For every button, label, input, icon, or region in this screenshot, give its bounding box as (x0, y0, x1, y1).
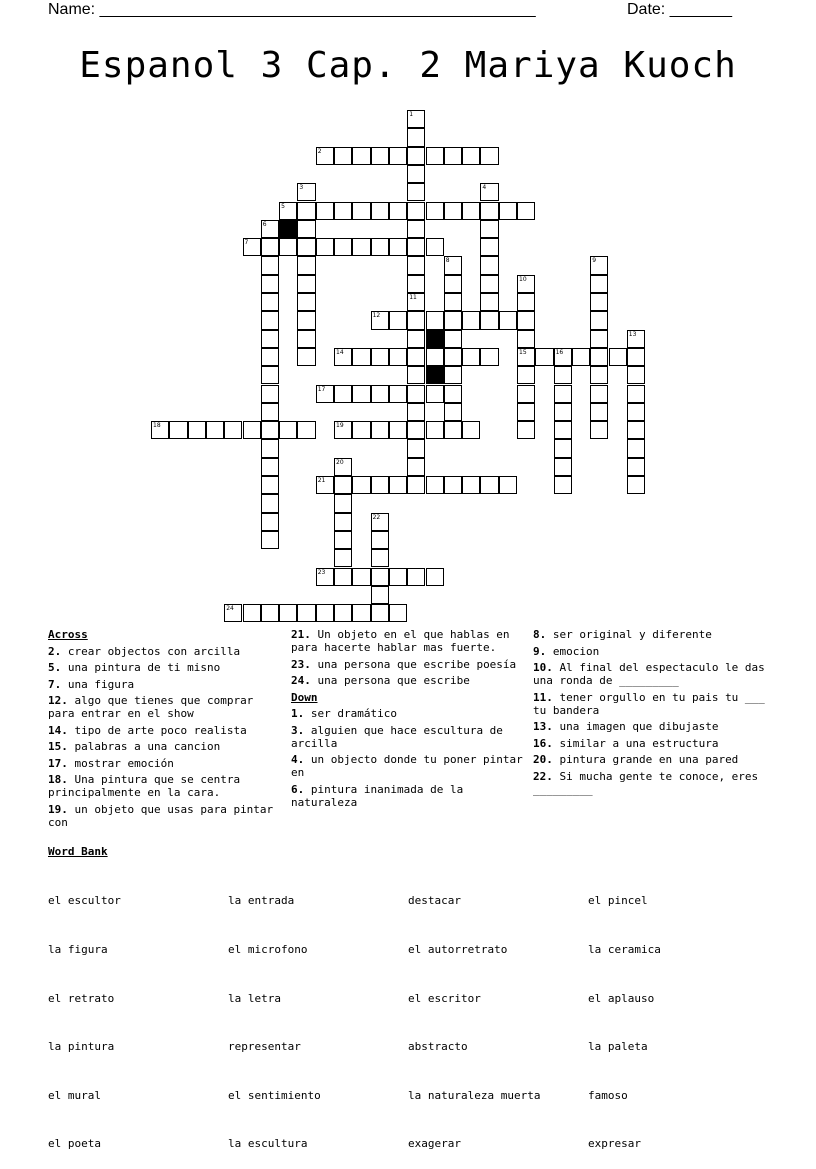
grid-cell[interactable] (426, 238, 444, 256)
grid-cell[interactable] (590, 275, 608, 293)
grid-cell[interactable] (297, 220, 315, 238)
grid-cell[interactable] (297, 293, 315, 311)
grid-cell[interactable] (554, 439, 572, 457)
grid-cell[interactable] (371, 202, 389, 220)
word-bank-heading: Word Bank (48, 845, 108, 858)
clue-number: 13 (628, 330, 637, 338)
clue-across-23: 23. una persona que escribe poesía (291, 657, 517, 671)
grid-cell[interactable] (480, 256, 498, 274)
grid-cell[interactable] (371, 421, 389, 439)
clue-down-11: 11. tener orgullo en tu pais tu ___ tu bandera (533, 690, 765, 717)
grid-cell[interactable] (371, 238, 389, 256)
grid-cell[interactable] (627, 330, 645, 348)
grid-cell[interactable] (371, 586, 389, 604)
grid-cell[interactable] (426, 421, 444, 439)
clue-number: 4 (482, 184, 487, 192)
page-title: Espanol 3 Cap. 2 Mariya Kuoch (79, 45, 737, 86)
grid-cell[interactable] (371, 549, 389, 567)
grid-cell[interactable] (261, 385, 279, 403)
word: la paleta (588, 1040, 648, 1054)
word: destacar (408, 894, 461, 908)
across-heading: Across (48, 628, 88, 641)
grid-cell[interactable] (480, 183, 498, 201)
grid-cell[interactable] (371, 147, 389, 165)
grid-cell[interactable] (297, 348, 315, 366)
grid-cell[interactable] (517, 421, 535, 439)
clue-down-6: 6. pintura inanimada de la naturaleza (291, 782, 464, 809)
grid-cell[interactable] (517, 202, 535, 220)
grid-cell[interactable] (444, 403, 462, 421)
grid-cell[interactable] (444, 366, 462, 384)
grid-cell[interactable] (279, 604, 297, 622)
grid-cell[interactable] (407, 366, 425, 384)
grid-cell[interactable] (389, 421, 407, 439)
grid-cell[interactable] (590, 293, 608, 311)
clue-number: 12 (372, 312, 381, 320)
grid-cell[interactable] (316, 476, 334, 494)
grid-cell[interactable] (279, 238, 297, 256)
grid-cell[interactable] (627, 458, 645, 476)
grid-cell[interactable] (261, 458, 279, 476)
clue-across-18: 18. Una pintura que se centra principalmente en la cara. (48, 773, 241, 799)
grid-cell[interactable] (169, 421, 187, 439)
clues-column-3 (533, 628, 765, 799)
clue-number: 17 (317, 385, 326, 393)
grid-cell[interactable] (480, 476, 498, 494)
clue-number: 2 (317, 147, 322, 155)
grid-cell[interactable] (554, 476, 572, 494)
grid-cell[interactable] (389, 238, 407, 256)
grid-cell[interactable] (371, 568, 389, 586)
date-label: Date: (627, 1, 670, 18)
grid-cell[interactable] (627, 439, 645, 457)
grid-cell[interactable] (426, 202, 444, 220)
clue-number: 8 (445, 257, 450, 265)
word: la escultura (228, 1137, 308, 1151)
grid-cell[interactable] (261, 476, 279, 494)
clue-number: 7 (244, 239, 249, 247)
grid-cell[interactable] (535, 348, 553, 366)
grid-cell[interactable] (243, 238, 261, 256)
grid-cell[interactable] (371, 348, 389, 366)
clue-number: 1 (409, 111, 414, 118)
grid-cell[interactable] (499, 202, 517, 220)
grid-cell[interactable] (297, 421, 315, 439)
grid-cell[interactable] (407, 311, 425, 329)
clue-across-14: 14. tipo de arte poco realista (48, 723, 247, 737)
grid-cell[interactable] (462, 348, 480, 366)
grid-cell[interactable] (407, 330, 425, 348)
grid-cell[interactable] (334, 147, 352, 165)
clue-number: 15 (519, 348, 527, 356)
grid-cell[interactable] (316, 568, 334, 586)
grid-cell[interactable] (407, 256, 425, 274)
grid-cell[interactable] (151, 421, 169, 439)
grid-cell[interactable] (499, 476, 517, 494)
grid-cell[interactable] (407, 476, 425, 494)
grid-cell[interactable] (243, 421, 261, 439)
grid-cell[interactable] (590, 348, 608, 366)
grid-cell[interactable] (627, 366, 645, 384)
grid-cell[interactable] (554, 403, 572, 421)
grid-cell[interactable] (462, 421, 480, 439)
clue-number: 3 (299, 184, 304, 192)
word: el retrato (48, 991, 115, 1005)
grid-cell[interactable] (627, 348, 645, 366)
grid-cell[interactable] (334, 458, 352, 476)
grid-cell[interactable] (517, 348, 535, 366)
clue-number: 24 (226, 605, 234, 613)
grid-cell[interactable] (316, 385, 334, 403)
clue-across-19: 19. un objeto que usas para pintar con (48, 802, 274, 829)
grid-cell[interactable] (316, 238, 334, 256)
grid-cell[interactable] (297, 238, 315, 256)
grid-cell[interactable] (426, 568, 444, 586)
grid-cell[interactable] (407, 183, 425, 201)
word: el pincel (588, 894, 648, 908)
word: exagerar (408, 1137, 461, 1151)
grid-cell[interactable] (407, 439, 425, 457)
clue-down-22: 22. Si mucha gente te conoce, eres _________ (533, 769, 759, 796)
grid-cell[interactable] (444, 385, 462, 403)
clue-down-16: 16. similar a una estructura (533, 736, 719, 750)
clue-number: 16 (555, 348, 564, 356)
grid-cell[interactable] (371, 531, 389, 549)
grid-cell[interactable] (334, 513, 352, 531)
grid-cell[interactable] (371, 604, 389, 622)
clue-down-3: 3. alguien que hace escultura de arcilla (291, 723, 503, 750)
clue-number: 19 (336, 422, 344, 430)
grid-cell[interactable] (480, 238, 498, 256)
grid-cell[interactable] (426, 476, 444, 494)
clue-down-10: 10. Al final del espectaculo le das una ronda de _________ (533, 661, 765, 687)
grid-cell[interactable] (371, 385, 389, 403)
word: la letra (228, 991, 281, 1005)
grid-cell[interactable] (517, 403, 535, 421)
clue-number: 22 (372, 513, 381, 521)
grid-cell[interactable] (462, 476, 480, 494)
grid-cell[interactable] (334, 494, 352, 512)
grid-cell[interactable] (444, 275, 462, 293)
grid-cell[interactable] (261, 220, 279, 238)
grid-cell[interactable] (590, 330, 608, 348)
grid-cell[interactable] (243, 604, 261, 622)
grid-cell[interactable] (352, 202, 370, 220)
name-label: Name: (48, 1, 100, 18)
grid-cell[interactable] (334, 202, 352, 220)
grid-cell[interactable] (517, 293, 535, 311)
clue-number: 10 (519, 275, 527, 283)
grid-cell[interactable] (627, 403, 645, 421)
clue-across-5: 5. una pintura de ti misno (48, 661, 221, 674)
grid-cell[interactable] (499, 311, 517, 329)
grid-cell[interactable] (334, 531, 352, 549)
grid-cell[interactable] (517, 330, 535, 348)
clue-across-2: 2. crear objectos con arcilla (48, 644, 241, 658)
grid-cell[interactable] (279, 421, 297, 439)
word: el microfono (228, 943, 308, 957)
grid-cell[interactable] (334, 238, 352, 256)
grid-cell[interactable] (590, 403, 608, 421)
grid-cell[interactable] (352, 238, 370, 256)
grid-cell[interactable] (389, 311, 407, 329)
clue-down-4: 4. un objecto donde tu poner pintar en (291, 753, 523, 779)
grid-cell[interactable] (261, 238, 279, 256)
grid-cell[interactable] (480, 348, 498, 366)
grid-cell[interactable] (389, 476, 407, 494)
grid-cell[interactable] (590, 366, 608, 384)
grid-cell[interactable] (554, 348, 572, 366)
grid-cell[interactable] (334, 568, 352, 586)
grid-cell[interactable] (261, 439, 279, 457)
grid-cell[interactable] (407, 385, 425, 403)
grid-cell[interactable] (334, 421, 352, 439)
clue-number: 14 (336, 348, 344, 356)
grid-cell[interactable] (352, 568, 370, 586)
clue-across-21: 21. Un objeto en el que hablas en para hacerte hablar mas fuerte. (291, 628, 510, 654)
grid-cell[interactable] (334, 385, 352, 403)
grid-cell[interactable] (297, 311, 315, 329)
word: el autorretrato (408, 943, 508, 957)
grid-cell[interactable] (517, 385, 535, 403)
grid-block (426, 366, 444, 384)
grid-cell[interactable] (609, 348, 627, 366)
word-bank-col-4 (588, 861, 661, 1169)
word: el poeta (48, 1137, 101, 1151)
grid-cell[interactable] (261, 330, 279, 348)
grid-cell[interactable] (224, 421, 242, 439)
word-bank-col-2 (228, 861, 321, 1169)
grid-cell[interactable] (316, 202, 334, 220)
grid-cell[interactable] (297, 330, 315, 348)
grid-cell[interactable] (554, 421, 572, 439)
grid-cell[interactable] (261, 513, 279, 531)
clue-down-13: 13. una imagen que dibujaste (533, 720, 719, 733)
grid-cell[interactable] (462, 202, 480, 220)
grid-cell[interactable] (444, 348, 462, 366)
grid-cell[interactable] (261, 531, 279, 549)
grid-cell[interactable] (480, 275, 498, 293)
grid-cell[interactable] (188, 421, 206, 439)
grid-cell[interactable] (352, 147, 370, 165)
date-line: _______ (669, 1, 732, 18)
word: la naturaleza muerta (408, 1088, 541, 1102)
grid-cell[interactable] (389, 568, 407, 586)
grid-cell[interactable] (517, 275, 535, 293)
grid-cell[interactable] (389, 147, 407, 165)
word-bank-col-3 (408, 861, 540, 1169)
grid-cell[interactable] (627, 421, 645, 439)
grid-cell[interactable] (261, 494, 279, 512)
grid-cell[interactable] (407, 147, 425, 165)
grid-cell[interactable] (407, 403, 425, 421)
word: la ceramica (588, 943, 661, 957)
grid-cell[interactable] (590, 311, 608, 329)
clue-down-20: 20. pintura grande en una pared (533, 753, 739, 766)
word: el aplauso (588, 991, 655, 1005)
grid-cell[interactable] (352, 604, 370, 622)
grid-cell[interactable] (352, 476, 370, 494)
grid-cell[interactable] (554, 458, 572, 476)
clues-column-1 (48, 628, 280, 832)
word: la pintura (48, 1040, 115, 1054)
word: el mural (48, 1088, 101, 1102)
word: famoso (588, 1088, 628, 1102)
grid-cell[interactable] (407, 293, 425, 311)
grid-cell[interactable] (371, 476, 389, 494)
clue-down-1: 1. ser dramático (291, 707, 397, 720)
grid-cell[interactable] (334, 549, 352, 567)
grid-cell[interactable] (206, 421, 224, 439)
clue-across-24: 24. una persona que escribe (291, 674, 470, 687)
grid-cell[interactable] (462, 147, 480, 165)
grid-cell[interactable] (426, 311, 444, 329)
grid-cell[interactable] (444, 311, 462, 329)
grid-cell[interactable] (279, 202, 297, 220)
grid-cell[interactable] (590, 256, 608, 274)
grid-cell[interactable] (480, 311, 498, 329)
grid-cell[interactable] (462, 311, 480, 329)
grid-cell[interactable] (590, 385, 608, 403)
grid-cell[interactable] (627, 476, 645, 494)
word: la entrada (228, 894, 295, 908)
grid-cell[interactable] (444, 421, 462, 439)
clue-number: 23 (317, 568, 326, 576)
word: la figura (48, 943, 108, 957)
grid-cell[interactable] (261, 604, 279, 622)
clue-number: 11 (409, 294, 417, 301)
grid-cell[interactable] (407, 238, 425, 256)
grid-cell[interactable] (261, 348, 279, 366)
grid-block (279, 220, 297, 238)
word: el escritor (408, 991, 481, 1005)
grid-cell[interactable] (261, 366, 279, 384)
grid-cell[interactable] (316, 604, 334, 622)
grid-cell[interactable] (627, 385, 645, 403)
grid-cell[interactable] (389, 202, 407, 220)
grid-cell[interactable] (480, 293, 498, 311)
grid-cell[interactable] (334, 604, 352, 622)
grid-cell[interactable] (352, 385, 370, 403)
grid-cell[interactable] (261, 275, 279, 293)
grid-cell[interactable] (261, 256, 279, 274)
grid-cell[interactable] (352, 348, 370, 366)
grid-cell[interactable] (407, 110, 425, 128)
clue-number: 18 (153, 422, 161, 430)
grid-cell[interactable] (371, 513, 389, 531)
grid-cell[interactable] (480, 220, 498, 238)
grid-cell[interactable] (444, 293, 462, 311)
grid-cell[interactable] (444, 147, 462, 165)
grid-cell[interactable] (297, 183, 315, 201)
grid-cell[interactable] (297, 256, 315, 274)
grid-cell[interactable] (407, 275, 425, 293)
grid-cell[interactable] (444, 202, 462, 220)
down-heading: Down (291, 690, 318, 704)
grid-block (426, 330, 444, 348)
word: representar (228, 1040, 301, 1054)
clue-across-12: 12. algo que tienes que comprar para entrar en el show (48, 694, 254, 720)
grid-cell[interactable] (480, 202, 498, 220)
clue-number: 6 (262, 220, 267, 228)
grid-cell[interactable] (590, 421, 608, 439)
word: el sentimiento (228, 1088, 321, 1102)
grid-cell[interactable] (261, 311, 279, 329)
grid-cell[interactable] (334, 348, 352, 366)
grid-cell[interactable] (444, 476, 462, 494)
grid-cell[interactable] (444, 256, 462, 274)
grid-cell[interactable] (407, 568, 425, 586)
grid-cell[interactable] (224, 604, 242, 622)
word-bank-col-1 (48, 861, 121, 1169)
grid-cell[interactable] (316, 147, 334, 165)
clue-number: 9 (592, 257, 597, 265)
clue-number: 20 (336, 458, 344, 466)
grid-cell[interactable] (407, 165, 425, 183)
clues-column-2 (291, 628, 523, 812)
grid-cell[interactable] (407, 128, 425, 146)
grid-cell[interactable] (407, 458, 425, 476)
grid-cell[interactable] (297, 604, 315, 622)
grid-cell[interactable] (389, 604, 407, 622)
clue-down-9: 9. emocion (533, 644, 600, 658)
grid-cell[interactable] (407, 220, 425, 238)
name-line: _________________________________________________ (99, 1, 536, 18)
clue-down-8: 8. ser original y diferente (533, 628, 712, 641)
clue-across-7: 7. una figura (48, 677, 135, 691)
grid-cell[interactable] (426, 385, 444, 403)
grid-cell[interactable] (480, 147, 498, 165)
grid-cell[interactable] (297, 202, 315, 220)
grid-cell[interactable] (407, 421, 425, 439)
grid-cell[interactable] (297, 275, 315, 293)
word: expresar (588, 1137, 641, 1151)
grid-cell[interactable] (517, 366, 535, 384)
grid-cell[interactable] (572, 348, 590, 366)
grid-cell[interactable] (554, 366, 572, 384)
grid-cell[interactable] (389, 348, 407, 366)
grid-cell[interactable] (444, 330, 462, 348)
grid-cell[interactable] (407, 348, 425, 366)
grid-cell[interactable] (407, 202, 425, 220)
clue-number: 21 (317, 477, 326, 484)
grid-cell[interactable] (334, 476, 352, 494)
clue-across-17: 17. mostrar emoción (48, 756, 174, 770)
grid-cell[interactable] (371, 311, 389, 329)
word: el escultor (48, 894, 121, 908)
grid-cell[interactable] (554, 385, 572, 403)
grid-cell[interactable] (389, 385, 407, 403)
grid-cell[interactable] (261, 421, 279, 439)
grid-cell[interactable] (261, 403, 279, 421)
grid-cell[interactable] (517, 311, 535, 329)
grid-cell[interactable] (261, 293, 279, 311)
grid-cell[interactable] (426, 147, 444, 165)
clue-number: 5 (281, 202, 285, 210)
grid-cell[interactable] (352, 421, 370, 439)
clue-across-15: 15. palabras a una cancion (48, 740, 221, 753)
grid-cell[interactable] (426, 348, 444, 366)
word: abstracto (408, 1040, 468, 1054)
